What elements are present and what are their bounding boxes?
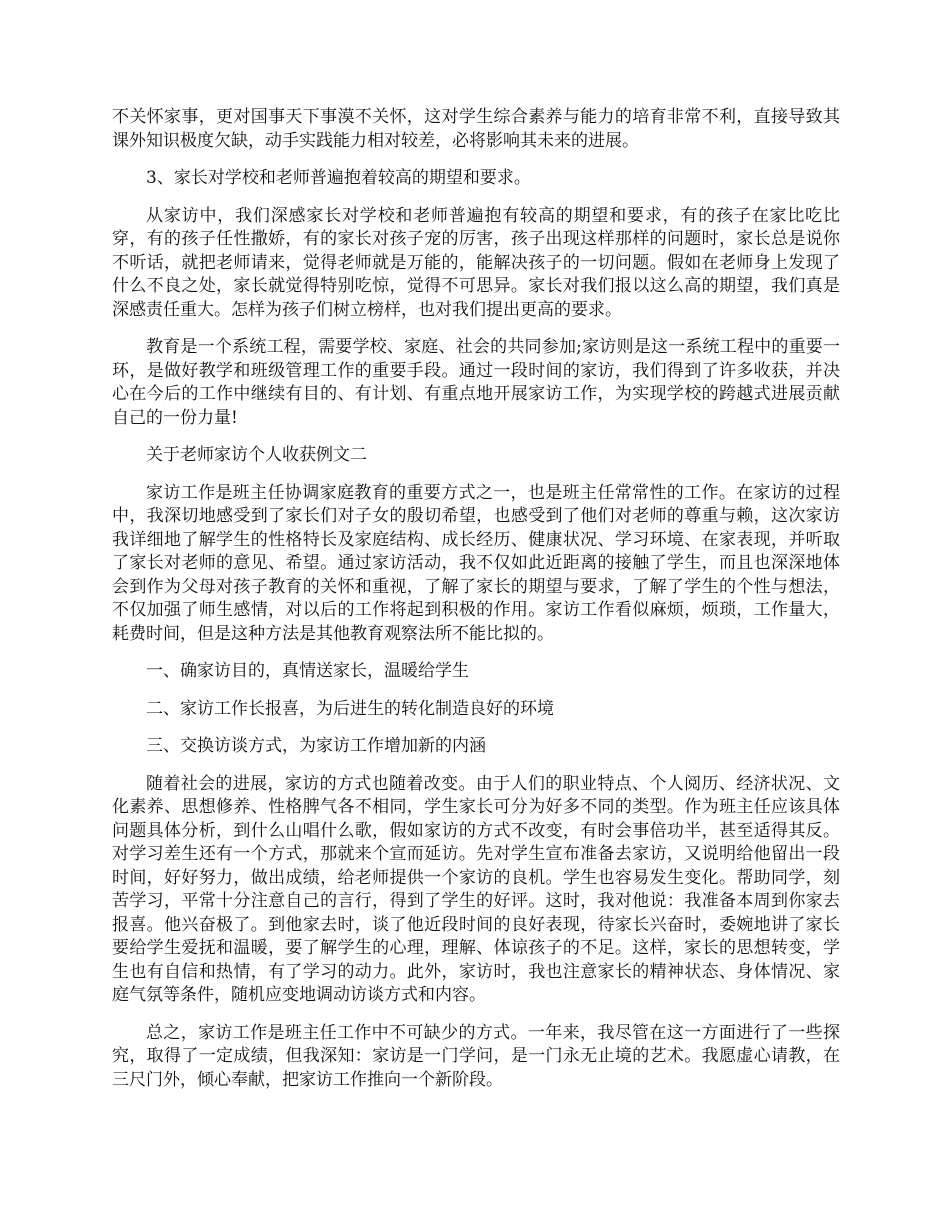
paragraph-continuation: 不关怀家事，更对国事天下事漠不关怀，这对学生综合素养与能力的培育非常不利，直接导致其课外知识极度欠缺，动手实践能力相对较差，必将影响其未来的进展。 <box>112 107 840 151</box>
essay-title-two: 关于老师家访个人收获例文二 <box>146 445 367 465</box>
list-item-three: 三、交换访谈方式，为家访工作增加新的内涵 <box>146 736 486 756</box>
list-item-two: 二、家访工作长报喜，为后进生的转化制造良好的环境 <box>146 698 554 719</box>
paragraph-conclusion: 总之，家访工作是班主任工作中不可缺少的方式。一年来，我尽管在这一方面进行了一些探究，取得了一定成绩，但我深知：家访是一门学问，是一门永无止境的艺术。我愿虚心请教，在三尺门外，倾心奉献，把家访工作推向一个新阶段。 <box>112 1022 840 1090</box>
list-item-one: 一、确家访目的，真情送家长，温暖给学生 <box>146 661 469 681</box>
paragraph-home-visit-intro: 家访工作是班主任协调家庭教育的重要方式之一，也是班主任常常性的工作。在家访的过程中，我深切地感受到了家长们对子女的殷切希望，也感受到了他们对老师的尊重与赖，这次家访我详细地了解学生的性格特长及家庭结构、成长经历、健康状况、学习环境、在家表现，并听取了家长对老师的意见、希望。通过家访活动，我不仅如此近距离的接触了学生，而且也深深地体会到作为父母对孩子教育的关怀和重视，了解了家长的期望与要求，了解了学生的个性与想法，不仅加强了师生感情，对以后的工作将起到积极的作用。家访工作看似麻烦，烦琐，工作量大，耗费时间，但是这种方法是其他教育观察法所不能比拟的。 <box>112 482 840 644</box>
document-body <box>112 106 840 1106</box>
paragraph-education-system: 教育是一个系统工程，需要学校、家庭、社会的共同参加;家访则是这一系统工程中的重要一环，是做好教学和班级管理工作的重要手段。通过一段时间的家访，我们得到了许多收获，并决心在今后的工作中继续有目的、有计划、有重点地开展家访工作，为实现学校的跨越式进展贡献自己的一份力量! <box>112 337 840 428</box>
paragraph-visit-methods: 随着社会的进展，家访的方式也随着改变。由于人们的职业特点、个人阅历、经济状况、文化素养、思想修养、性格脾气各不相同，学生家长可分为好多不同的类型。作为班主任应该具体问题具体分析，到什么山唱什么歌，假如家访的方式不改变，有时会事倍功半，甚至适得其反。对学习差生还有一个方式，那就来个宣而延访。先对学生宣布准备去家访，又说明给他留出一段时间，好好努力，做出成绩，给老师提供一个家访的良机。学生也容易发生变化。帮助同学，刻苦学习，平常十分注意自己的言行，得到了学生的好评。这时，我对他说：我准备本周到你家去报喜。他兴奋极了。到他家去时，谈了他近段时间的良好表现，待家长兴奋时，委婉地讲了家长要给学生爱抚和温暖，要了解学生的心理，理解、体谅孩子的不足。这样，家长的思想转变，学生也有自信和热情，有了学习的动力。此外，家访时，我也注意家长的精神状态、身体情况、家庭气氛等条件，随机应变地调动访谈方式和内容。 <box>112 773 840 1005</box>
section-heading-3: 3、家长对学校和老师普遍抱着较高的期望和要求。 <box>146 168 531 188</box>
paragraph-parent-expectations: 从家访中，我们深感家长对学校和老师普遍抱有较高的期望和要求，有的孩子在家比吃比穿，有的孩子任性撒娇，有的家长对孩子宠的厉害，孩子出现这样那样的问题时，家长总是说你不听话，就把老师请来，觉得老师就是万能的，能解决孩子的一切问题。假如在老师身上发现了什么不良之处，家长就觉得特别吃惊，觉得不可思异。家长对我们报以这么高的期望，我们真是深感责任重大。怎样为孩子们树立榜样，也对我们提出更高的要求。 <box>112 205 840 320</box>
